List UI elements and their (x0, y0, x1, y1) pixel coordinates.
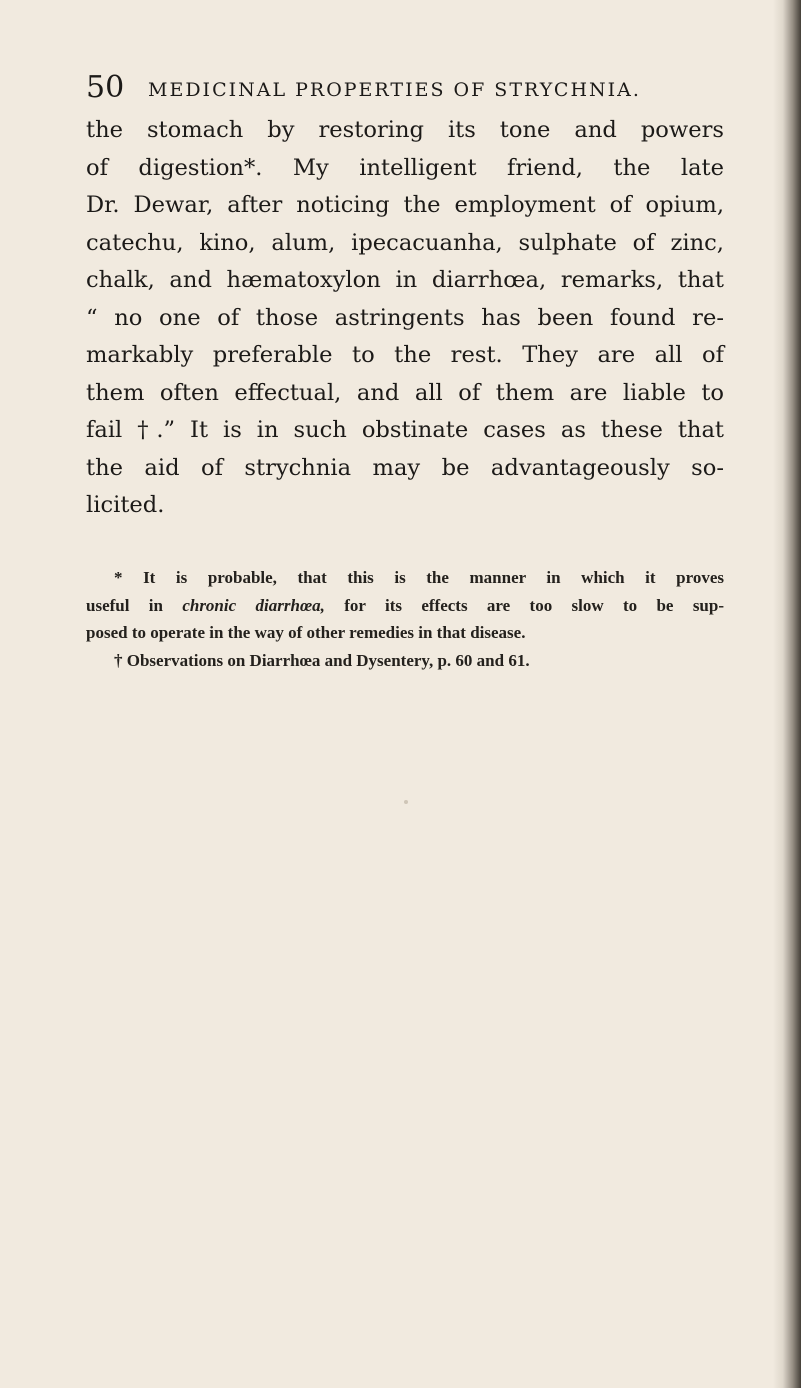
page-number: 50 (86, 70, 125, 105)
body-line: “ no one of those astringents has been found re- (86, 304, 724, 331)
body-line: the stomach by restoring its tone and powers (86, 117, 724, 143)
running-header (86, 66, 726, 110)
footnote-1-text: useful in (86, 595, 183, 615)
footnote-1-line: * It is probable, that this is the manner in which it proves (114, 568, 724, 587)
body-line: Dr. Dewar, after noticing the employment of opium, (86, 192, 724, 218)
body-line: the aid of strychnia may be advantageously so- (86, 454, 724, 481)
paper-speck (404, 800, 408, 804)
footnotes (86, 564, 724, 674)
body-paragraph (86, 112, 724, 525)
page-edge-shadow (773, 0, 801, 1388)
body-line: fail †.” It is in such obstinate cases as these that (86, 417, 724, 443)
running-title: MEDICINAL PROPERTIES OF STRYCHNIA. (148, 79, 641, 101)
footnote-2-line: † Observations on Diarrhœa and Dysentery, p. 60 and 61. (114, 650, 530, 670)
footnote-1-line: posed to operate in the way of other remedies in that disease. (86, 623, 526, 642)
body-line: catechu, kino, alum, ipecacuanha, sulphate of zinc, (86, 229, 724, 256)
body-line: of digestion*. My intelligent friend, the late (86, 154, 724, 181)
body-line: chalk, and hæmatoxylon in diarrhœa, remarks, that (86, 267, 724, 293)
footnote-1-line (86, 592, 724, 620)
body-line: them often effectual, and all of them are liable to (86, 379, 724, 406)
body-line: licited. (86, 492, 165, 518)
footnote-1-italic: chronic diarrhœa, (182, 595, 325, 615)
footnote-1-text: for its effects are too slow to be sup- (324, 595, 725, 615)
body-line: markably preferable to the rest. They are all of (86, 342, 724, 368)
